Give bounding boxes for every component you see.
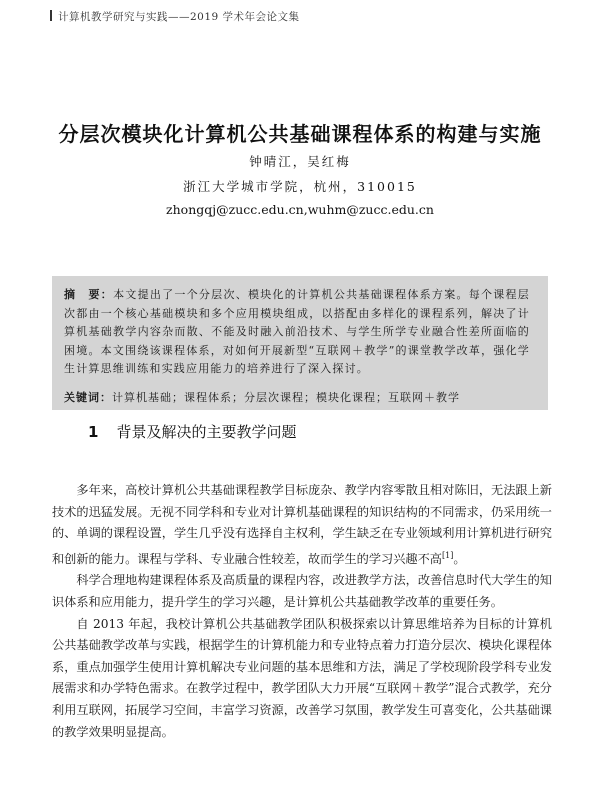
abstract-label: 摘 要： [64, 288, 114, 301]
email: zhongqj@zucc.edu.cn,wuhm@zucc.edu.cn [166, 202, 434, 217]
paragraph-tail: 。 [453, 551, 466, 566]
paper-title: 分层次模块化计算机公共基础课程体系的构建与实施 [58, 122, 542, 146]
running-head [50, 9, 570, 24]
paragraph-text: 科学合理地构建课程体系及高质量的课程内容，改进教学方法，改善信息时代大学生的知识体系和应用能力，提升学生的学习兴趣，是计算机公共基础教学改革的重要任务。 [52, 573, 552, 610]
citation-ref: [1] [442, 550, 454, 560]
keywords-text: 计算机基础；课程体系；分层次课程；模块化课程；互联网＋教学 [112, 391, 460, 404]
affiliation: 浙江大学城市学院，杭州，310015 [183, 179, 417, 194]
section-number: 1 [88, 423, 99, 441]
authors: 钟晴江，吴红梅 [249, 154, 351, 169]
paragraph [52, 614, 552, 744]
section-heading [88, 421, 296, 442]
paragraph-text: 自 2013 年起，我校计算机公共基础教学团队积极探索以计算思维培养为目标的计算机公共基础教学改革与实践，根据学生的计算机能力和专业特点着力打造分层次、模块化课程体系，重点加强学生使用计算机解决专业问题的基本思维和方法，满足了学校现阶段学科专业发展需求和办学特色需求。在教学过程中，教学团队大力开展“互联网＋教学”混合式教学，充分利用互联网，拓展学习空间，丰富学习资源，改善学习氛围，教学发生可喜变化，公共基础课的教学效果明显提高。 [52, 616, 552, 739]
paragraph-text: 多年来，高校计算机公共基础课程教学目标庞杂、教学内容零散且相对陈旧，无法跟上新技术的迅猛发展。无视不同学科和专业对计算机基础课程的知识结构的不同需求，仍采用统一的、单调的课程设置，学生几乎没有选择自主权利，学生缺乏在专业领域利用计算机进行研究和创新的能力。课程与学科、专业融合性较差，故而学生的学习兴趣不高 [52, 483, 552, 566]
abstract [64, 286, 530, 379]
keywords [64, 389, 460, 405]
keywords-label: 关键词： [64, 391, 112, 404]
paragraph [52, 480, 552, 570]
section-title: 背景及解决的主要教学问题 [116, 423, 297, 441]
body-text [52, 480, 552, 743]
abstract-box [52, 276, 548, 410]
running-head-bar [50, 10, 52, 21]
running-head-text: 计算机教学研究与实践——2019 学术年会论文集 [58, 11, 300, 23]
paragraph [52, 570, 552, 613]
abstract-text: 本文提出了一个分层次、模块化的计算机公共基础课程体系方案。每个课程层次都由一个核心基础模块和多个应用模块组成，以搭配由多样化的课程系列，解决了计算机基础教学内容杂而散、不能及时融入前沿技术、与学生所学专业融合性差所面临的困境。本文围绕该课程体系，对如何开展新型“互联网＋教学”的课堂教学改革，强化学生计算思维训练和实践应用能力的培养进行了深入探讨。 [64, 288, 530, 375]
